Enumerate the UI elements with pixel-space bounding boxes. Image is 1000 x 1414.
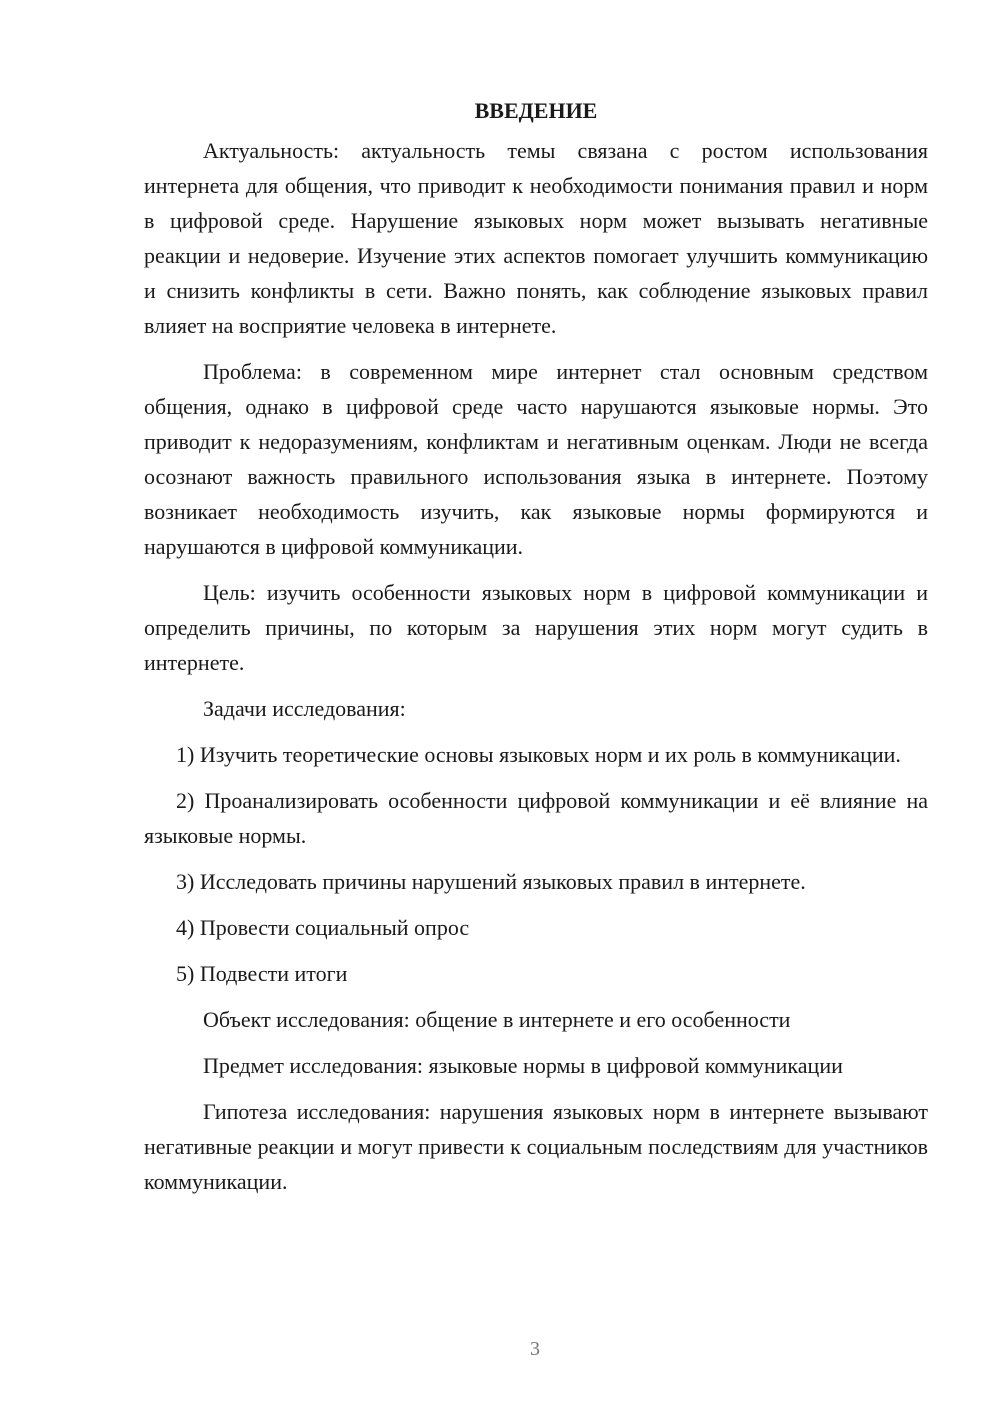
tasks-heading: Задачи исследования: [203,696,406,721]
page-content [144,93,928,1210]
paragraph-hypothesis: Гипотеза исследования: нарушения языковых норм в интернете вызывают негативные реакции и могут привести к социальным последствиям для участников коммуникации. [144,1099,928,1194]
task-item: 5) Подвести итоги [176,961,348,986]
paragraph-subject: Предмет исследования: языковые нормы в цифровой коммуникации [203,1053,843,1078]
task-item: 4) Провести социальный опрос [176,915,470,940]
paragraph-relevance: Актуальность: актуальность темы связана с ростом использования интернета для общения, что приводит к необходимости понимания правил и норм в цифровой среде. Нарушение языковых норм может вызывать негативные реакции и недоверие. Изучение этих аспектов помогает улучшить коммуникацию и снизить конфликты в сети. Важно понять, как соблюдение языковых правил влияет на восприятие человека в интернете. [144,138,928,338]
page-number: 3 [530,1338,540,1360]
paragraph-goal: Цель: изучить особенности языковых норм в цифровой коммуникации и определить причины, по которым за нарушения этих норм могут судить в интернете. [144,580,928,675]
paragraph-problem: Проблема: в современном мире интернет стал основным средством общения, однако в цифровой среде часто нарушаются языковые нормы. Это приводит к недоразумениям, конфликтам и негативным оценкам. Люди не всегда осознают важность правильного использования языка в интернете. Поэтому возникает необходимость изучить, как языковые нормы формируются и нарушаются в цифровой коммуникации. [144,359,928,559]
paragraph-object: Объект исследования: общение в интернете и его особенности [203,1007,791,1032]
task-item: 2) Проанализировать особенности цифровой коммуникации и её влияние на языковые нормы. [144,788,928,848]
task-item: 1) Изучить теоретические основы языковых норм и их роль в коммуникации. [176,742,901,767]
task-item: 3) Исследовать причины нарушений языковых правил в интернете. [176,869,806,894]
page-title: ВВЕДЕНИЕ [474,98,598,123]
